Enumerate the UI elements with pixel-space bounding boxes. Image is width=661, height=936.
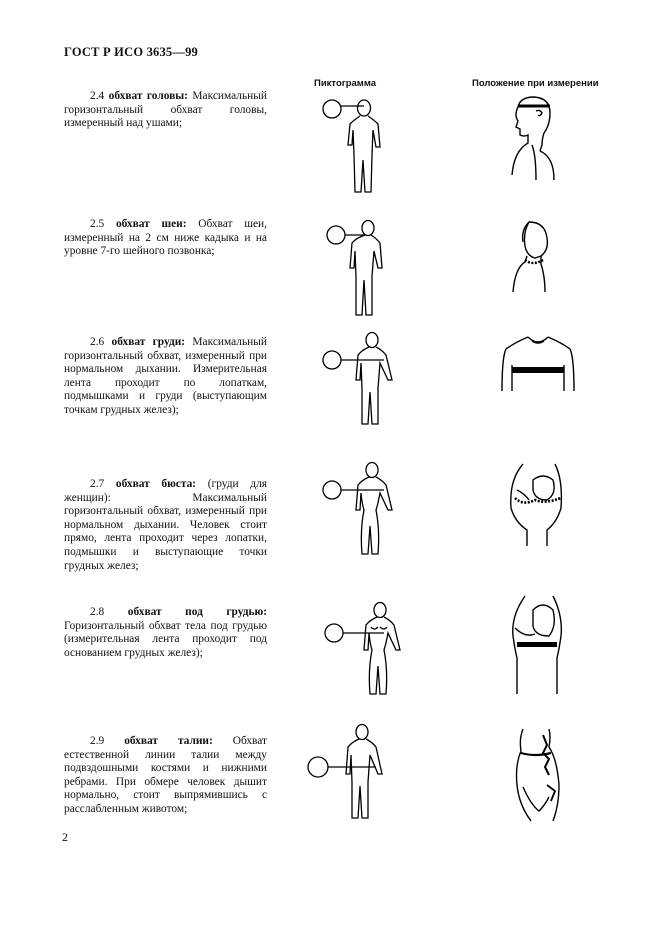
entry-underbust-girth: 2.8 обхват под грудью: Горизонтальный обхват тела под грудью (измерительная лента проходит под основанием грудных желез); (64, 606, 267, 659)
bust-girth-pictogram (318, 460, 408, 560)
underbust-girth-position-figure (505, 592, 565, 697)
waist-girth-pictogram (300, 722, 400, 822)
pictogram-column-heading: Пиктограмма (314, 78, 377, 89)
underbust-girth-pictogram (318, 600, 408, 700)
bust-girth-position-figure (505, 460, 565, 550)
waist-girth-position-figure (505, 725, 575, 825)
head-girth-pictogram (318, 95, 408, 195)
entry-waist-girth: 2.9 обхват талии: Обхват естественной линии талии между подвздошными костями и нижними ребрами. При обмере человек дышит нормально, стоит выпрямившись с расслабленным животом; (64, 735, 267, 815)
entry-neck-girth: 2.5 обхват шеи: Обхват шеи, измеренный на 2 см ниже кадыка и на уровне 7-го шейного позвонка; (64, 218, 267, 258)
position-column-heading: Положение при измерении (472, 78, 599, 89)
document-header: ГОСТ Р ИСО 3635—99 (64, 45, 198, 59)
entry-head-girth: 2.4 обхват головы: Максимальный горизонтальный обхват головы, измеренный над ушами; (64, 90, 267, 130)
page-number: 2 (62, 830, 68, 844)
entry-chest-girth: 2.6 обхват груди: Максимальный горизонтальный обхват, измеренный при нормальном дыхании. Измерительная лента проходит по лопаткам, подмышками и груди (выступающим точкам грудных желез); (64, 336, 267, 416)
neck-girth-position-figure (505, 220, 555, 295)
head-girth-position-figure (500, 95, 560, 185)
chest-girth-pictogram (318, 330, 408, 430)
chest-girth-position-figure (498, 335, 578, 395)
neck-girth-pictogram (318, 218, 408, 318)
entry-bust-girth: 2.7 обхват бюста: (груди для женщин): Максимальный горизонтальный обхват, измеренный при нормальном дыхании. Человек стоит прямо, лента проходит через лопатки, подмышки и выступающие точки грудных желез; (64, 478, 268, 572)
